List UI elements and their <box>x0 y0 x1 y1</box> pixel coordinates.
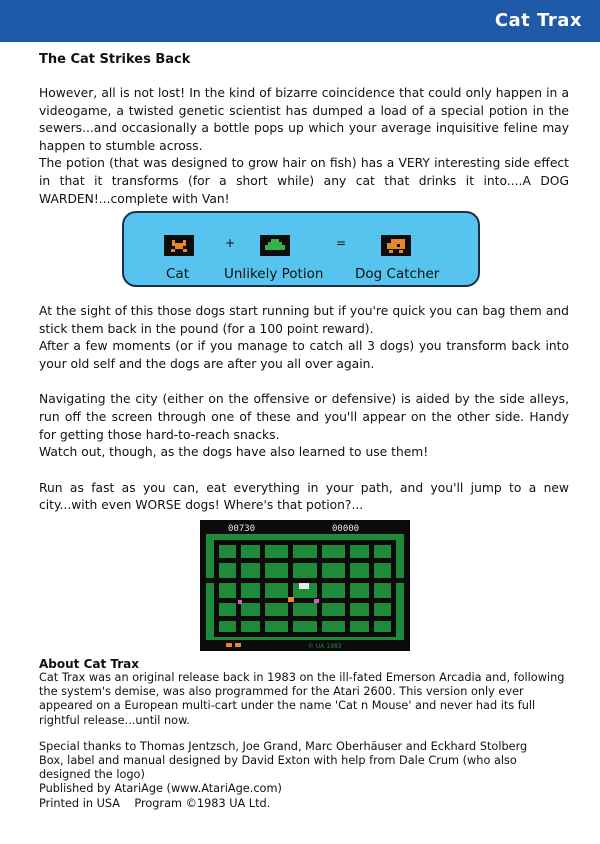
gameplay-paragraph-4: Watch out, though, as the dogs have also learned to use them! <box>39 445 429 460</box>
potion-label: Unlikely Potion <box>224 266 324 282</box>
about-title: About Cat Trax <box>39 657 140 671</box>
cat-icon <box>164 235 194 256</box>
about-section <box>39 657 569 811</box>
header-title: Cat Trax <box>494 10 582 31</box>
intro-paragraph: However, all is not lost! In the kind of bizarre coincidence that could only happen in a videogame, a twisted genetic scientist has dumped a load of a special potion in the sewers...and occasionally a bottle pops up which your average inquisitive feline may happen to stumble across. <box>39 86 569 153</box>
equals-sign: = <box>336 236 347 250</box>
main-content <box>39 52 569 208</box>
section-title: The Cat Strikes Back <box>39 52 191 67</box>
about-text: Cat Trax was an original release back in 1983 on the ill-fated Emerson Arcadia and, following the system's demise, was also programmed for the Atari 2600. This version only ever appeared on a European multi-cart under the name 'Cat n Mouse' and never had its full rightful release...until now. <box>39 671 565 727</box>
dog-catcher-van-icon <box>381 235 411 256</box>
game-credit: © UA 1983 <box>308 643 342 650</box>
gameplay-paragraph-5: Run as fast as you can, eat everything in your path, and you'll jump to a new city...with even WORSE dogs! Where's that potion?... <box>39 480 569 513</box>
credits-print: Printed in USA Program ©1983 UA Ltd. <box>39 796 271 810</box>
gameplay-text <box>39 303 569 515</box>
header-bar <box>0 0 600 42</box>
potion-sprite <box>260 235 290 256</box>
credits-design: Box, label and manual designed by David Exton with help from Dale Crum (who also designed the logo) <box>39 754 517 782</box>
game-screenshot <box>200 520 410 651</box>
dog-catcher-label: Dog Catcher <box>355 266 440 282</box>
maze-screenshot <box>200 520 410 651</box>
credits-publisher: Published by AtariAge (www.AtariAge.com) <box>39 782 282 796</box>
gameplay-paragraph-2: After a few moments (or if you manage to catch all 3 dogs) you transform back into your old self and the dogs are after you all over again. <box>39 339 569 371</box>
cat-label: Cat <box>166 266 189 282</box>
credits-thanks: Special thanks to Thomas Jentzsch, Joe Grand, Marc Oberhäuser and Eckhard Stolberg <box>39 739 528 753</box>
transformation-diagram <box>122 211 480 287</box>
cat-sprite <box>164 235 194 256</box>
potion-paragraph: The potion (that was designed to grow hair on fish) has a VERY interesting side effect in that it transforms (for a short while) any cat that drinks it into....A DOG WARDEN!...complete with Van! <box>39 156 569 206</box>
plus-sign: + <box>225 236 236 250</box>
score-right: 00000 <box>332 524 360 534</box>
van-sprite <box>381 235 411 256</box>
potion-icon <box>260 235 290 256</box>
score-left: 00730 <box>228 524 256 534</box>
gameplay-paragraph-1: At the sight of this those dogs start running but if you're quick you can bag them and stick them back in the pound (for a 100 point reward). <box>39 304 569 336</box>
gameplay-paragraph-3: Navigating the city (either on the offensive or defensive) is aided by the side alleys, run off the screen through one of these and you'll appear on the other side. Handy for getting those hard-to-reach snacks. <box>39 392 569 442</box>
